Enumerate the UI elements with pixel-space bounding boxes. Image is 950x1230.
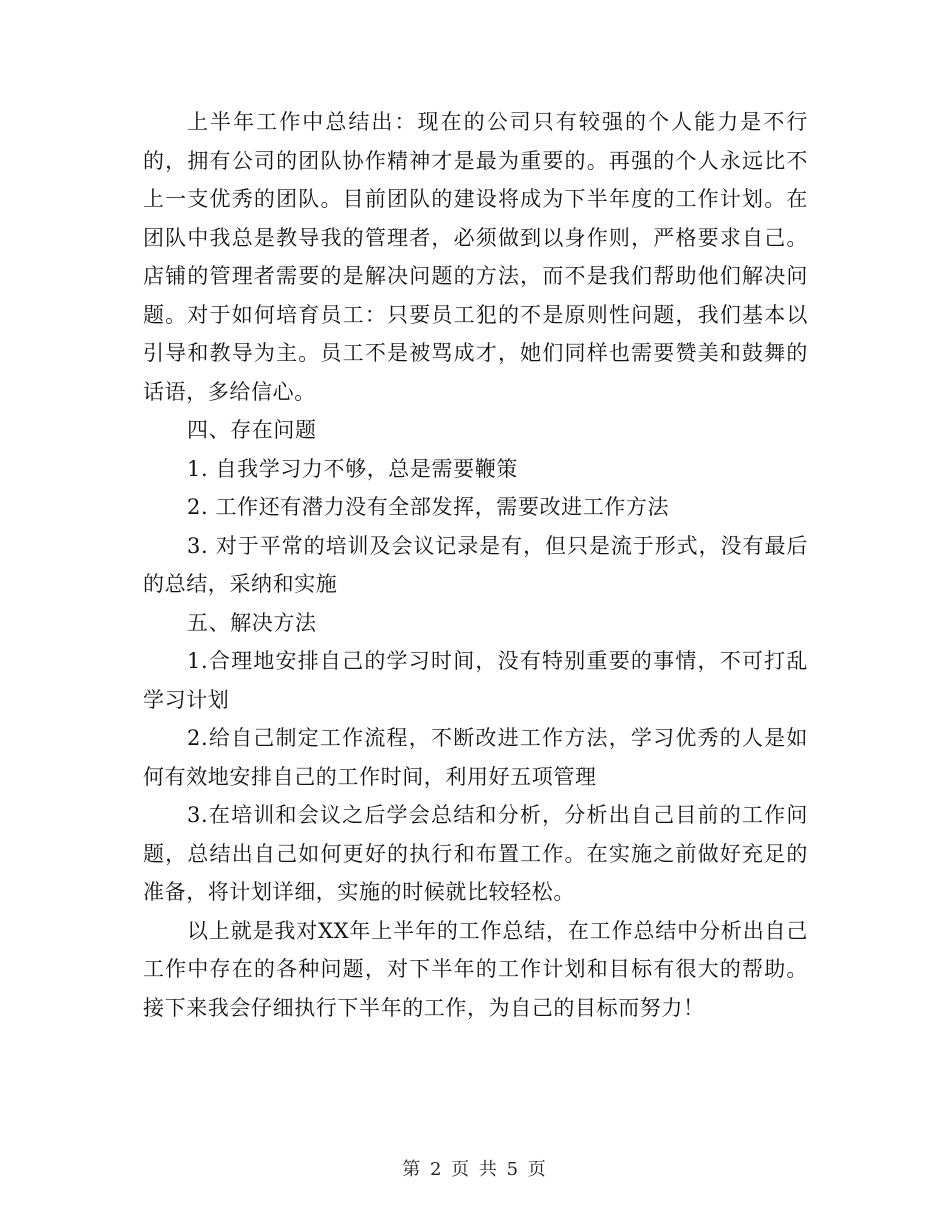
problem-item-3: 3. 对于平常的培训及会议记录是有，但只是流于形式，没有最后的总结，采纳和实施 (143, 533, 808, 596)
closing-paragraph: 以上就是我对XX年上半年的工作总结，在工作总结中分析出自己工作中存在的各种问题，对下半年的工作计划和目标有很大的帮助。接下来我会仔细执行下半年的工作，为自己的目标而努力！ (143, 918, 808, 1020)
document-body (143, 103, 808, 1027)
solution-item-1: 1.合理地安排自己的学习时间，没有特别重要的事情，不可打乱学习计划 (143, 649, 808, 712)
problem-item-1: 1. 自我学习力不够，总是需要鞭策 (187, 456, 518, 481)
problem-item-2: 2. 工作还有潜力没有全部发挥，需要改进工作方法 (187, 495, 670, 519)
summary-paragraph: 上半年工作中总结出：现在的公司只有较强的个人能力是不行的，拥有公司的团队协作精神才是最为重要的。再强的个人永远比不上一支优秀的团队。目前团队的建设将成为下半年度的工作计划。在团队中我总是教导我的管理者，必须做到以身作则，严格要求自己。店铺的管理者需要的是解决问题的方法，而不是我们帮助他们解决问题。对于如何培育员工：只要员工犯的不是原则性问题，我们基本以引导和教导为主。员工不是被骂成才，她们同样也需要赞美和鼓舞的话语，多给信心。 (143, 110, 808, 404)
section-heading-solutions: 五、解决方法 (187, 610, 317, 635)
solution-item-2: 2.给自己制定工作流程，不断改进工作方法，学习优秀的人是如何有效地安排自己的工作时间，利用好五项管理 (143, 726, 808, 789)
page-number-footer: 第 2 页 共 5 页 (402, 1159, 548, 1180)
section-heading-problems: 四、存在问题 (187, 418, 317, 442)
solution-item-3: 3.在培训和会议之后学会总结和分析，分析出自己目前的工作问题，总结出自己如何更好的执行和布置工作。在实施之前做好充足的准备，将计划详细，实施的时候就比较轻松。 (143, 803, 808, 904)
